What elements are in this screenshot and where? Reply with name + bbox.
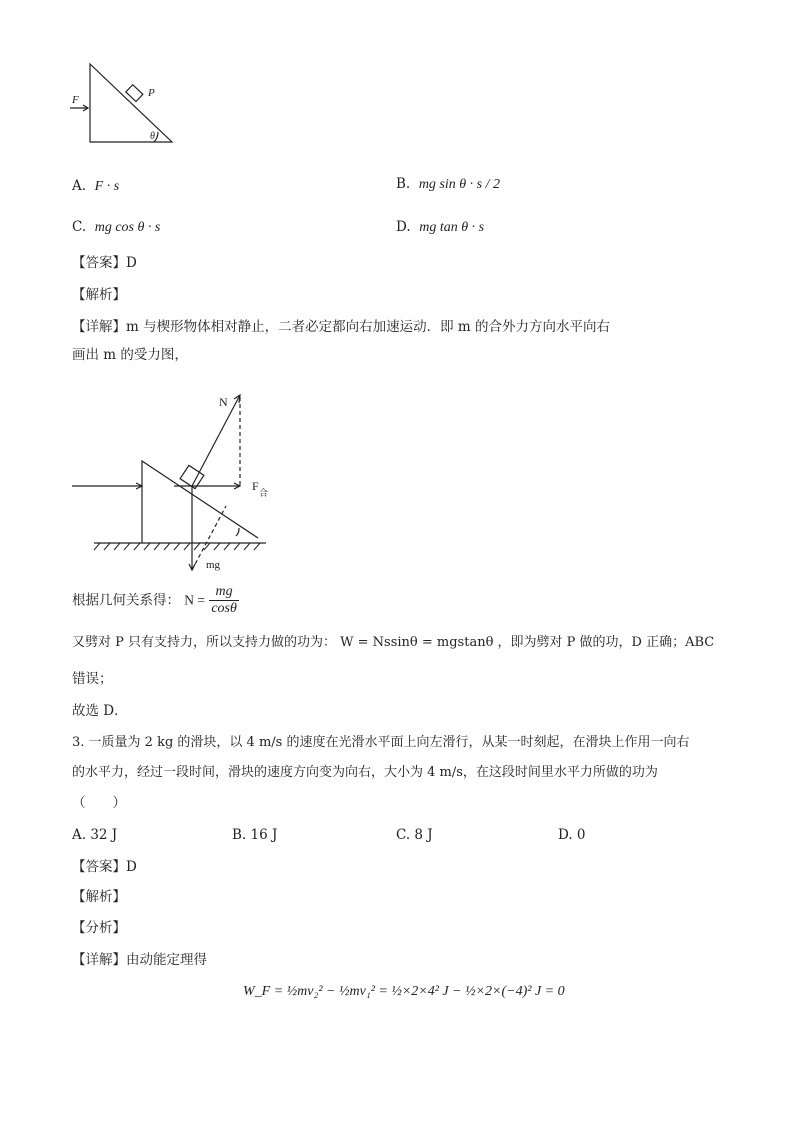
n-arrow	[192, 395, 240, 486]
angle-arc	[236, 528, 239, 536]
option-d: D. mg tan θ · s	[396, 219, 485, 235]
q2-detail-line1: 【详解】m 与楔形物体相对静止，二者必定都向右加速运动．即 m 的合外力方向水平向右	[72, 319, 610, 335]
option-b: B. mg sin θ · s / 2	[396, 176, 500, 192]
q2-answer: 【答案】D	[72, 255, 137, 271]
option-c: C. mg cos θ · s	[72, 219, 161, 235]
q3-fenxi-tag: 【分析】	[72, 920, 126, 936]
q3-option-d: D. 0	[558, 827, 586, 843]
option-a: A. F · s	[72, 178, 120, 194]
incline-triangle	[90, 64, 172, 142]
geometry-relation: 根据几何关系得： N = $\frac{mg}{\cos\theta}$	[72, 584, 237, 616]
q2-detail-line2: 画出 m 的受力图，	[72, 347, 188, 363]
label-f-net: F	[252, 479, 259, 493]
label-n: N	[219, 395, 228, 409]
n-fraction: $\frac{mg}{\cos\theta}$	[211, 584, 237, 616]
q3-option-b: B. 16 J	[232, 827, 278, 843]
q3-option-a: A. 32 J	[72, 827, 118, 843]
q2-work-line1: 又劈对 P 只有支持力，所以支持力做的功为： W = Nssinθ = mgstanθ ，即为劈对 P 做的功，D 正确；ABC	[72, 635, 715, 650]
q3-option-c: C. 8 J	[396, 827, 433, 843]
label-theta: θ	[150, 131, 155, 142]
q3-stem-line2: 的水平力，经过一段时间，滑块的速度方向变为向右，大小为 4 m/s，在这段时间里水平力所做的功为	[72, 765, 658, 780]
incline-figure	[66, 58, 186, 150]
force-diagram	[66, 388, 276, 574]
q2-work-line2: 错误；	[72, 671, 113, 687]
q2-work-line3: 故选 D．	[72, 703, 128, 719]
q3-stem-line1: 3. 一质量为 2 kg 的滑块，以 4 m/s 的速度在光滑水平面上向左滑行，从某一时刻起，在滑块上作用一向右	[72, 735, 690, 750]
label-mg: mg	[206, 559, 221, 571]
label-p: P	[148, 87, 155, 99]
q3-stem-line3: （ ）	[72, 795, 126, 811]
q2-analysis-tag: 【解析】	[72, 287, 126, 303]
ground-hatch	[94, 543, 260, 550]
q3-formula: W_F = ½mv₂² − ½mv₁² = ½×2×4² J − ½×2×(−4)² J = 0	[243, 984, 565, 999]
label-f-net-sub: 合	[259, 488, 269, 498]
q3-answer: 【答案】D	[72, 859, 137, 875]
label-f: F	[72, 94, 79, 106]
q3-detail: 【详解】由动能定理得	[72, 952, 207, 968]
q3-analysis-tag: 【解析】	[72, 889, 126, 905]
block-p	[126, 85, 143, 102]
